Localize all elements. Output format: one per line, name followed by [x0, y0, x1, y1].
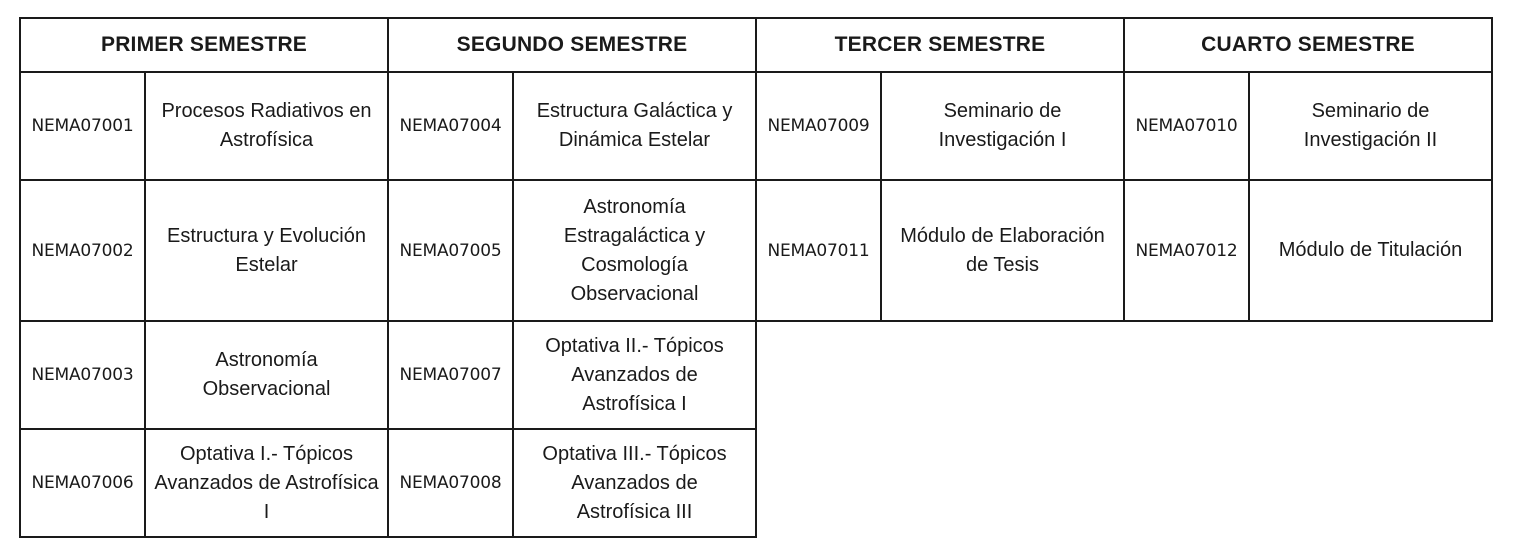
course-name: Astronomía Observacional — [202, 349, 331, 400]
course-name: Procesos Radiativos en Astrofísica — [161, 100, 372, 151]
course-code: NEMA07004 — [399, 116, 502, 136]
course-code: NEMA07009 — [767, 116, 870, 136]
course-name: Módulo de Titulación — [1278, 239, 1463, 261]
header-primer-semestre: PRIMER SEMESTRE — [100, 33, 308, 56]
grid-line — [144, 71, 146, 538]
course-name: Estructura y Evolución Estelar — [167, 224, 366, 276]
course-code: NEMA07006 — [31, 473, 134, 493]
course-code: NEMA07007 — [399, 365, 502, 385]
grid-line — [512, 71, 514, 538]
course-code: NEMA07003 — [31, 365, 134, 385]
header-segundo-semestre: SEGUNDO SEMESTRE — [456, 33, 688, 56]
grid-line — [1491, 17, 1493, 322]
course-name: Módulo de Elaboración de Tesis — [900, 224, 1105, 276]
grid-line — [387, 17, 389, 538]
course-code: NEMA07010 — [1135, 116, 1238, 136]
grid-line — [1123, 17, 1125, 322]
course-name: Optativa I.- Tópicos Avanzados de Astrofísica I — [154, 442, 379, 523]
course-name: Optativa II.- Tópicos Avanzados de Astrofísica I — [545, 334, 724, 415]
course-name: Estructura Galáctica y Dinámica Estelar — [536, 100, 733, 151]
header-cuarto-semestre: CUARTO SEMESTRE — [1201, 33, 1415, 56]
grid-line — [1248, 71, 1250, 322]
course-code: NEMA07012 — [1135, 240, 1238, 261]
course-code: NEMA07002 — [31, 240, 134, 261]
grid-line — [880, 71, 882, 322]
course-code: NEMA07005 — [399, 240, 502, 261]
course-name: Optativa III.- Tópicos Avanzados de Astrofísica III — [542, 442, 727, 523]
course-name: Astronomía Estragaláctica y Cosmología Observacional — [563, 195, 706, 305]
grid-line — [19, 17, 21, 538]
course-name: Seminario de Investigación II — [1303, 100, 1438, 151]
course-code: NEMA07008 — [399, 473, 502, 493]
grid-line — [755, 17, 757, 538]
header-tercer-semestre: TERCER SEMESTRE — [834, 33, 1046, 56]
course-code: NEMA07011 — [767, 240, 870, 261]
course-name: Seminario de Investigación I — [938, 100, 1067, 151]
course-code: NEMA07001 — [31, 116, 134, 136]
